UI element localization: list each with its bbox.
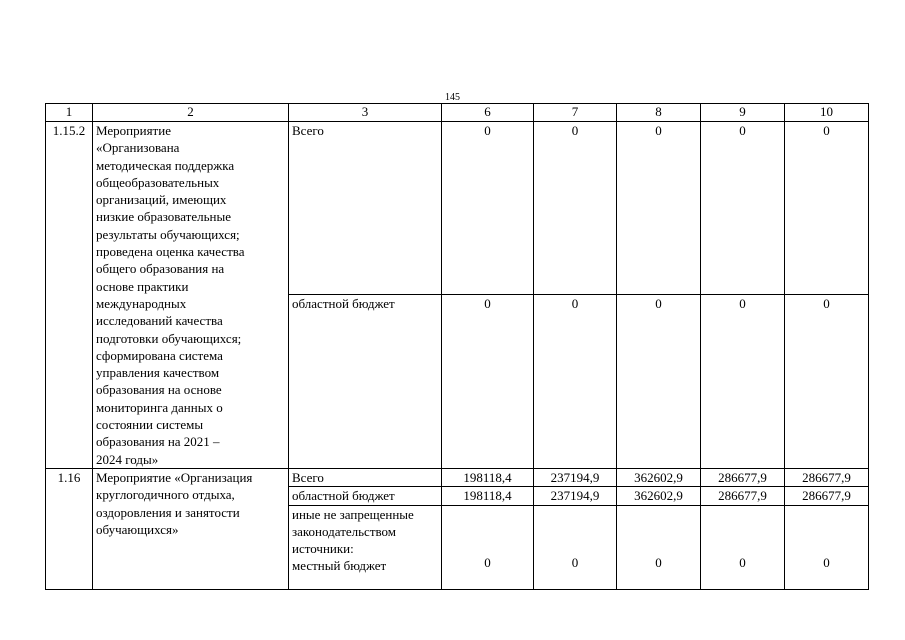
header-cell-col-10: 10 (785, 104, 869, 122)
value-cell: 362602,9 (617, 487, 701, 505)
source-line: источники: (292, 541, 354, 557)
description-line: образования на 2021 – (96, 434, 220, 450)
value-cell: 0 (617, 122, 701, 295)
source-label: областной бюджет (289, 295, 442, 468)
description-line: проведена оценка качества (96, 244, 245, 260)
table-row (46, 122, 869, 295)
source-line: иные не запрещенные (292, 506, 414, 522)
page-number: 145 (445, 92, 460, 103)
description-line: исследований качества (96, 313, 223, 329)
description-line: подготовки обучающихся; (96, 330, 242, 346)
value-cell: 0 (442, 122, 534, 295)
header-cell-col-3: 3 (289, 104, 442, 122)
description-line: общеобразовательных (96, 174, 220, 190)
description-line: международных (96, 295, 187, 311)
value-text: 0 (823, 555, 830, 571)
value-cell: 286677,9 (785, 487, 869, 505)
header-row (46, 104, 869, 122)
description-line: сформирована система (96, 347, 223, 363)
value-cell: 0 (534, 295, 617, 468)
value-cell (534, 505, 617, 589)
value-cell: 286677,9 (785, 468, 869, 486)
source-line: местный бюджет (292, 558, 387, 574)
description-line: управления качеством (96, 365, 220, 381)
description-line: «Организована (96, 140, 180, 156)
description-line: низкие образовательные (96, 209, 232, 225)
value-cell (442, 505, 534, 589)
description-line: общего образования на (96, 261, 225, 277)
value-cell (785, 505, 869, 589)
value-cell: 0 (785, 122, 869, 295)
value-text: 0 (655, 555, 662, 571)
source-label (289, 505, 442, 589)
budget-table (45, 103, 869, 590)
value-cell: 0 (785, 295, 869, 468)
value-text: 0 (484, 555, 491, 571)
header-cell-col-9: 9 (701, 104, 785, 122)
row-code: 1.16 (46, 468, 93, 589)
description-line: организаций, имеющих (96, 192, 227, 208)
table-row (46, 468, 869, 486)
value-cell: 286677,9 (701, 468, 785, 486)
value-cell: 0 (617, 295, 701, 468)
value-cell: 286677,9 (701, 487, 785, 505)
value-cell: 0 (701, 122, 785, 295)
row-description (93, 122, 289, 469)
source-label: Всего (289, 122, 442, 295)
value-cell: 198118,4 (442, 487, 534, 505)
value-cell: 0 (701, 295, 785, 468)
description-line: Мероприятие (96, 123, 171, 138)
value-cell: 0 (534, 122, 617, 295)
value-cell (617, 505, 701, 589)
header-cell-col-1: 1 (46, 104, 93, 122)
description-line: круглогодичного отдыха, (96, 487, 235, 503)
source-label: областной бюджет (289, 487, 442, 505)
value-text: 0 (739, 555, 746, 571)
description-line: 2024 годы» (96, 451, 159, 467)
header-cell-col-6: 6 (442, 104, 534, 122)
value-text: 0 (571, 555, 579, 571)
description-line: результаты обучающихся; (96, 226, 240, 242)
source-label: Всего (289, 468, 442, 486)
value-cell: 198118,4 (442, 468, 534, 486)
source-line: законодательством (292, 523, 397, 539)
value-cell: 0 (442, 295, 534, 468)
description-line: мониторинга данных о (96, 399, 223, 415)
description-line: образования на основе (96, 382, 222, 398)
value-cell (701, 505, 785, 589)
value-cell: 237194,9 (534, 487, 617, 505)
header-cell-col-7: 7 (534, 104, 617, 122)
value-cell: 237194,9 (534, 468, 617, 486)
header-cell-col-2: 2 (93, 104, 289, 122)
value-cell: 362602,9 (617, 468, 701, 486)
row-description (93, 468, 289, 589)
description-line: основе практики (96, 278, 189, 294)
description-line: оздоровления и занятости (96, 504, 240, 520)
description-line: обучающихся» (96, 521, 179, 537)
header-cell-col-8: 8 (617, 104, 701, 122)
description-line: Мероприятие «Организация (96, 469, 253, 485)
description-line: методическая поддержка (96, 157, 235, 173)
row-code: 1.15.2 (46, 122, 93, 469)
description-line: состоянии системы (96, 417, 204, 433)
